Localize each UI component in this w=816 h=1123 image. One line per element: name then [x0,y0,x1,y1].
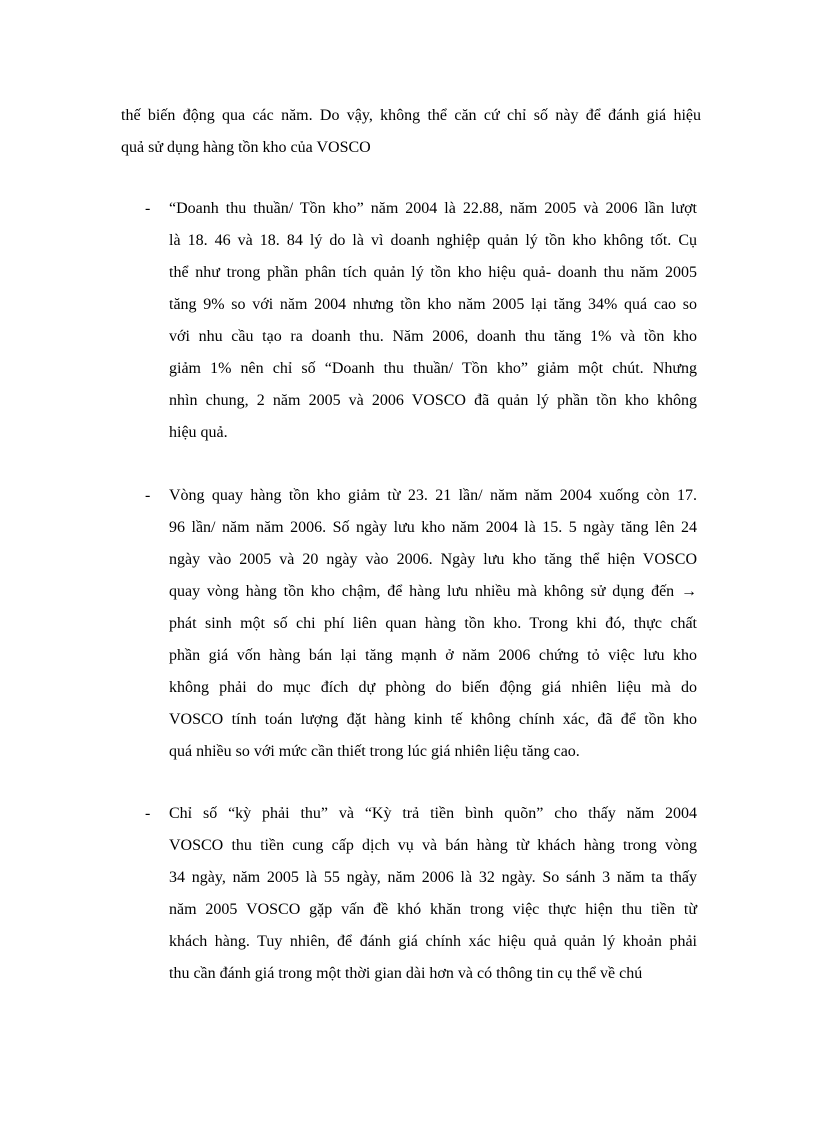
bullet-line: thể như trong phần phân tích quản lý tồn kho hiệu quả- doanh thu năm 2005 [169,264,697,281]
bullet-line: thu cần đánh giá trong một thời gian dài hơn và có thông tin cụ thể về chú [169,965,643,982]
bullet-text [169,480,697,768]
bullet-line: quay vòng hàng tồn kho chậm, để hàng lưu nhiều mà không sử dụng đến → [169,583,697,600]
bullet-line: với nhu cầu tạo ra doanh thu. Năm 2006, doanh thu tăng 1% và tồn kho [169,328,697,345]
bullet-line: quá nhiều so với mức cần thiết trong lúc giá nhiên liệu tăng cao. [169,743,580,760]
bullet-line: giảm 1% nên chỉ số “Doanh thu thuần/ Tồn kho” giảm một chút. Nhưng [169,360,697,377]
bullet-line: tăng 9% so với năm 2004 nhưng tồn kho năm 2005 lại tăng 34% quá cao so [169,296,697,313]
bullet-text [169,193,697,449]
bullet-dash: - [145,805,151,822]
bullet-dash: - [145,200,151,217]
bullet-line: phát sinh một số chi phí liên quan hàng tồn kho. Trong khi đó, thực chất [169,615,697,632]
bullet-text [169,798,697,990]
bullet-line: 34 ngày, năm 2005 là 55 ngày, năm 2006 là 32 ngày. So sánh 3 năm ta thấy [169,869,697,886]
bullet-line: “Doanh thu thuần/ Tồn kho” năm 2004 là 22.88, năm 2005 và 2006 lần lượt [169,200,697,217]
bullet-line: nhìn chung, 2 năm 2005 và 2006 VOSCO đã quản lý phần tồn kho không [169,392,697,409]
bullet-line: VOSCO tính toán lượng đặt hàng kinh tế không chính xác, đã để tồn kho [169,711,697,728]
bullet-line: là 18. 46 và 18. 84 lý do là vì doanh nghiệp quản lý tồn kho không tốt. Cụ [169,232,697,249]
bullet-line: Vòng quay hàng tồn kho giảm từ 23. 21 lần/ năm năm 2004 xuống còn 17. [169,487,697,504]
intro-line: quả sử dụng hàng tồn kho của VOSCO [121,139,371,156]
bullet-line: hiệu quả. [169,424,228,441]
bullet-dash: - [145,487,151,504]
bullet-line: ngày vào 2005 và 20 ngày vào 2006. Ngày lưu kho tăng thể hiện VOSCO [169,551,697,568]
intro-line: thế biến động qua các năm. Do vậy, không thể căn cứ chỉ số này để đánh giá hiệu [121,107,701,124]
bullet-line: 96 lần/ năm năm 2006. Số ngày lưu kho năm 2004 là 15. 5 ngày tăng lên 24 [169,519,697,536]
bullet-line: Chỉ số “kỳ phải thu” và “Kỳ trả tiền bình quõn” cho thấy năm 2004 [169,805,697,822]
intro-paragraph [121,100,701,164]
bullet-line: VOSCO thu tiền cung cấp dịch vụ và bán hàng từ khách hàng trong vòng [169,837,697,854]
bullet-line: không phải do mục đích dự phòng do biến động giá nhiên liệu mà do [169,679,697,696]
bullet-line: năm 2005 VOSCO gặp vấn đề khó khăn trong việc thực hiện thu tiền từ [169,901,697,918]
bullet-line: phần giá vốn hàng bán lại tăng mạnh ở năm 2006 chứng tỏ việc lưu kho [169,647,697,664]
bullet-line: khách hàng. Tuy nhiên, để đánh giá chính xác hiệu quả quản lý khoản phải [169,933,697,950]
